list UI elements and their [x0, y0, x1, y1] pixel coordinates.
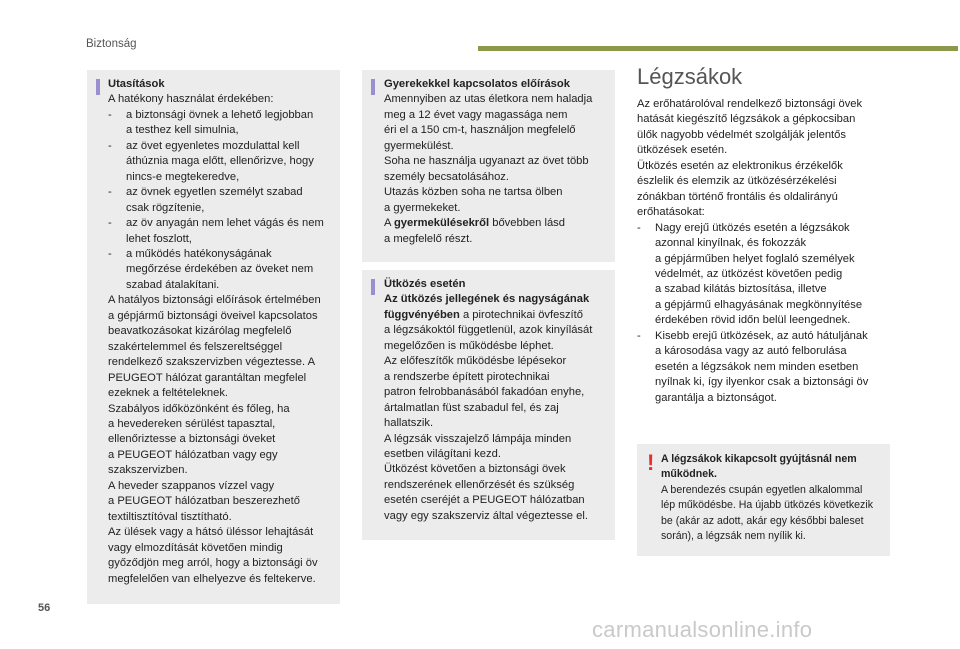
text-line: a gépjármű biztonsági öveivel kapcsolatos [108, 309, 318, 322]
text-line: a PEUGEOT hálózatban beszerezhető [108, 495, 300, 508]
text-line: a gyermekeket. [384, 201, 461, 214]
text-line: ezeknek a feltételeknek. [108, 387, 229, 400]
text-line: a szabad kilátás biztosítása, illetve [655, 283, 827, 296]
text-line: beavatkozásokat kizárólag megfelelő [108, 325, 292, 338]
text-line: lép működésbe. Ha újabb ütközés következik [661, 499, 873, 512]
airbags-text [637, 97, 868, 406]
info-marker-icon [371, 79, 375, 95]
text-line [637, 221, 868, 236]
list-item-text: az övet egyenletes mozdulattal kell [126, 139, 300, 152]
text-line: textiltisztítóval tisztítható. [108, 510, 232, 523]
text-line: győződjön meg arról, hogy a biztonsági öv [108, 557, 318, 570]
list-dash: - [108, 247, 112, 260]
text-line: A hatályos biztonsági előírások értelmében [108, 294, 321, 307]
list-dash: - [637, 329, 641, 342]
text-line: gyermekülést. [384, 139, 454, 152]
warning-title-cont: működnek. [661, 468, 717, 481]
list-dash: - [108, 108, 112, 121]
text-line: érdekében rövid időn belül leengednek. [655, 314, 851, 327]
instructions-title: Utasítások [108, 78, 165, 90]
list-dash: - [108, 139, 112, 152]
text-line: ellenőriztesse a biztonsági öveket [108, 433, 276, 446]
list-dash: - [637, 221, 641, 234]
text-line: nyílnak ki, így ilyenkor csak a biztonsági öv [655, 376, 869, 389]
text-line: a testhez kell simulnia, [126, 124, 239, 137]
text-line: személy becsatolásához. [384, 170, 509, 183]
text-line [108, 247, 324, 262]
children-text [384, 77, 592, 247]
text-line: garantálja a biztonságot. [655, 391, 777, 404]
list-item-text: az öv anyagán nem lehet vágás és nem [126, 217, 324, 230]
text-line: ütközések esetén. [637, 144, 728, 157]
text-line: PEUGEOT hálózat garantáltan megfelel [108, 371, 307, 384]
text-line: szabad átalakítani. [126, 278, 220, 291]
text-line: Az erőhatárolóval rendelkező biztonsági övek [637, 98, 863, 110]
text-line: a légzsákoktól függetlenül, azok kinyílását [384, 324, 593, 337]
text-line: védelmét, az ütközést követően pedig [655, 267, 843, 280]
text-line: erőhatásokat: [637, 206, 705, 219]
child-seats-reference: gyermekülésekről [393, 217, 490, 230]
airbags-heading: Légzsákok [637, 64, 743, 89]
text-line: megfelelően van elhelyezve és feltekerve. [108, 572, 316, 585]
text-line: a PEUGEOT hálózatban vagy egy [108, 448, 278, 461]
text-line: a gépjármű elhagyásának megkönnyítése [655, 298, 863, 311]
children-title: Gyerekekkel kapcsolatos előírások [384, 78, 570, 90]
text-line: vagy egy szakszerviz által végeztesse el. [384, 509, 588, 522]
text-line: szakszervizben. [108, 464, 188, 477]
text-line: ártalmatlan füst szabadul fel, és zaj [384, 401, 559, 414]
list-item-text: a működés hatékonyságának [126, 247, 272, 260]
text-line: éri el a 150 cm-t, használjon megfelelő [384, 124, 576, 137]
text-line: zónákban történő frontális és oldalirányú [637, 190, 838, 203]
list-dash: - [108, 186, 112, 199]
text-line: áthúznia maga előtt, ellenőrizve, hogy [126, 155, 314, 168]
info-marker-icon [371, 279, 375, 295]
instructions-text [108, 77, 324, 587]
text-line: a rendszerbe épített pirotechnikai [384, 370, 550, 383]
text-line: Ütközés esetén az elektronikus érzékelők [637, 159, 843, 172]
list-dash: - [108, 217, 112, 230]
text-line: rendelkező szakszervizben végeztesse. A [108, 356, 316, 369]
text-line [108, 108, 324, 123]
text-line: A gyermekülésekről bővebben lásd [384, 217, 565, 230]
text-line: Szabályos időközönként és főleg, ha [108, 402, 290, 415]
text-line: ülők nagyobb védelmét szolgálják jelentős [637, 128, 846, 141]
text-line: rendszerének ellenőrzését és szükség [384, 478, 575, 491]
warning-exclamation-icon: ! [647, 450, 655, 475]
info-marker-icon [96, 79, 100, 95]
text-line: A hatékony használat érdekében: [108, 93, 274, 106]
text-line: esetén a légzsákok nem minden esetben [655, 360, 859, 373]
text-line: során), a légzsák nem nyílik ki. [661, 530, 806, 543]
text-line: meg a 12 évet vagy magassága nem [384, 108, 568, 121]
text-line [108, 139, 324, 154]
text-line: a megfelelő részt. [384, 232, 473, 245]
collision-title: Ütközés esetén [384, 278, 466, 290]
collision-text [384, 277, 592, 524]
section-accent-bar [478, 46, 958, 51]
text-line: Ütközést követően a biztonsági övek [384, 463, 566, 476]
list-item-text: a biztonsági övnek a lehető legjobban [126, 108, 314, 121]
text-line: megőrzése érdekében az öveket nem [126, 263, 314, 276]
text-line: hatását kiegészítő légzsákok a gépkocsiban [637, 113, 856, 126]
text-line: be (akár az adott, akár egy későbbi baleset [661, 514, 864, 527]
section-title: Biztonság [86, 38, 137, 50]
text-line [637, 329, 868, 344]
text-line: lehet foszlott, [126, 232, 192, 245]
text-line: hallatszik. [384, 417, 434, 430]
text-line [108, 216, 324, 231]
collision-subtitle-cont: függvényében [384, 308, 460, 321]
text-line: A légzsák visszajelző lámpája minden [384, 432, 572, 445]
text-line: Soha ne használja ugyanazt az övet több [384, 155, 589, 168]
text-line: nincs-e megtekeredve, [126, 170, 240, 183]
text-line: szakértelemmel és felszereltséggel [108, 340, 283, 353]
page-number: 56 [38, 602, 51, 614]
text-line: a hevedereken sérülést tapasztal, [108, 417, 276, 430]
text-line: megelőzően is működésbe léphet. [384, 339, 554, 352]
watermark: carmanualsonline.info [592, 617, 813, 642]
text-line: a pirotechnikai övfeszítő [459, 308, 583, 321]
text-line: Amennyiben az utas életkora nem haladja [384, 93, 593, 106]
text-line: Utazás közben soha ne tartsa ölben [384, 186, 563, 199]
text-line: észlelik és elemzik az ütközésérzékelési [637, 175, 837, 188]
text-line: A heveder szappanos vízzel vagy [108, 479, 275, 492]
text-line: a gépjárműben helyet foglaló személyek [655, 252, 855, 265]
text-line: azonnal kinyílnak, és fokozzák [655, 237, 807, 250]
list-item-text: Kisebb erejű ütközések, az autó hátuljának [655, 329, 868, 342]
text-line: esetén cseréjét a PEUGEOT hálózatban [384, 494, 585, 507]
warning-title: A légzsákok kikapcsolt gyújtásnál nem [661, 453, 857, 465]
text-line: esetben világítani kezd. [384, 447, 501, 460]
text-line: Az előfeszítők működésbe lépésekor [384, 355, 567, 368]
text-line: vagy elmozdítását követően mindig [108, 541, 283, 554]
text-line: a károsodása vagy az autó felborulása [655, 345, 847, 358]
airbag-warning-text [661, 452, 873, 544]
text-line: A berendezés csupán egyetlen alkalommal [661, 483, 863, 496]
list-item-text: az övnek egyetlen személyt szabad [126, 186, 303, 199]
text-line: Az ülések vagy a hátsó ülés​sor lehajtását [108, 526, 314, 539]
list-item-text: Nagy erejű ütközés esetén a légzsákok [655, 221, 850, 234]
collision-subtitle: Az ütközés jellegének és nagyságának [384, 293, 590, 306]
text-line: csak rögzítenie, [126, 201, 205, 214]
text-line [108, 185, 324, 200]
text-line: patron felrobbanásából fakadóan enyhe, [384, 386, 585, 399]
